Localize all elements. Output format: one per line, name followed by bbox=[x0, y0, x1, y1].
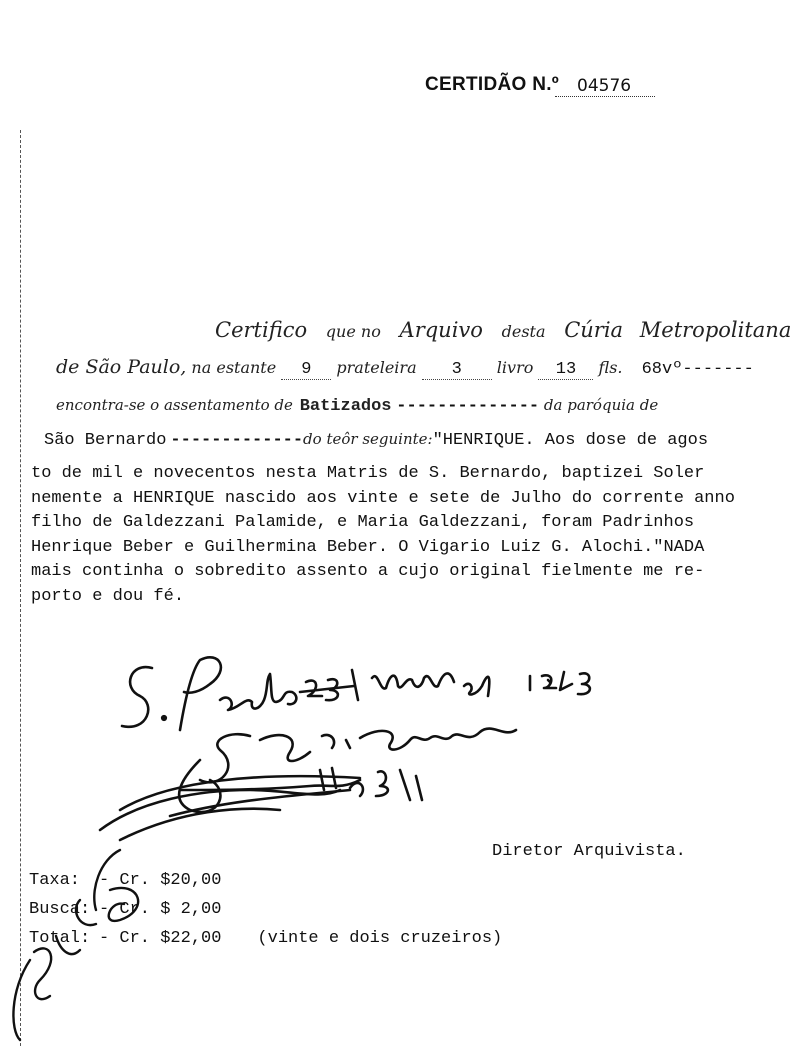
fee-label: Busca: bbox=[29, 900, 91, 919]
estante-label: na estante bbox=[191, 358, 277, 377]
record-text-start: "HENRIQUE. Aos dose de agos bbox=[432, 431, 709, 450]
fee-value: - Cr. $ 2,00 bbox=[99, 900, 222, 919]
form-line-1 bbox=[215, 318, 791, 342]
parish-name: São Bernardo bbox=[44, 431, 167, 450]
form-word-metropolitana: Metropolitana bbox=[639, 318, 792, 342]
estante-value: 9 bbox=[281, 360, 331, 380]
fls-dashes: ------- bbox=[682, 360, 754, 379]
record-line: porto e dou fé. bbox=[31, 586, 185, 606]
certificate-title: CERTIDÃO N.º bbox=[425, 74, 560, 95]
form-word-desta: desta bbox=[501, 322, 546, 341]
form-word-arquivo: Arquivo bbox=[399, 318, 483, 342]
assentamento-label: encontra-se o assentamento de bbox=[56, 396, 293, 414]
director-label: Diretor Arquivista. bbox=[492, 842, 686, 861]
form-line-4 bbox=[44, 430, 708, 450]
total-in-words: (vinte e dois cruzeiros) bbox=[257, 929, 503, 948]
form-line-2 bbox=[56, 356, 754, 380]
livro-value: 13 bbox=[538, 360, 593, 380]
paroquia-label: da paróquia de bbox=[543, 396, 659, 414]
form-line-3 bbox=[56, 396, 658, 416]
prateleira-value: 3 bbox=[422, 360, 492, 380]
record-line: mais continha o sobredito assento a cujo original fielmente me re- bbox=[31, 562, 705, 581]
record-line: filho de Galdezzani Palamide, e Maria Galdezzani, foram Padrinhos bbox=[31, 513, 695, 532]
form-word-certifico: Certifico bbox=[215, 318, 308, 342]
record-type: Batizados bbox=[299, 397, 392, 416]
fee-value: - Cr. $20,00 bbox=[99, 871, 222, 890]
form-word-curia: Cúria bbox=[564, 318, 624, 342]
parish-dashes: ------------- bbox=[170, 431, 304, 450]
handwritten-signature bbox=[60, 640, 680, 870]
fls-value: 68vº bbox=[641, 360, 683, 379]
form-city: de São Paulo, bbox=[56, 356, 187, 378]
record-line: Henrique Beber e Guilhermina Beber. O Vigario Luiz G. Alochi."NADA bbox=[31, 537, 705, 557]
form-word-que-no: que no bbox=[325, 322, 381, 341]
fls-label: fls. bbox=[598, 358, 623, 377]
fee-value: - Cr. $22,00 bbox=[99, 929, 222, 948]
record-line: nemente a HENRIQUE nascido aos vinte e sete de Julho do corrente anno bbox=[31, 488, 735, 508]
teor-label: do teôr seguinte: bbox=[303, 430, 433, 448]
clerk-initials bbox=[0, 840, 160, 1046]
certificate-number: 04576 bbox=[555, 76, 655, 97]
record-text-body bbox=[31, 462, 735, 609]
record-type-dashes: -------------- bbox=[396, 397, 540, 416]
fee-label: Total: bbox=[29, 929, 91, 948]
livro-label: livro bbox=[496, 358, 534, 377]
record-line: to de mil e novecentos nesta Matris de S. Bernardo, baptizei Soler bbox=[31, 464, 705, 483]
fee-label: Taxa: bbox=[29, 871, 81, 890]
prateleira-label: prateleira bbox=[336, 358, 417, 377]
